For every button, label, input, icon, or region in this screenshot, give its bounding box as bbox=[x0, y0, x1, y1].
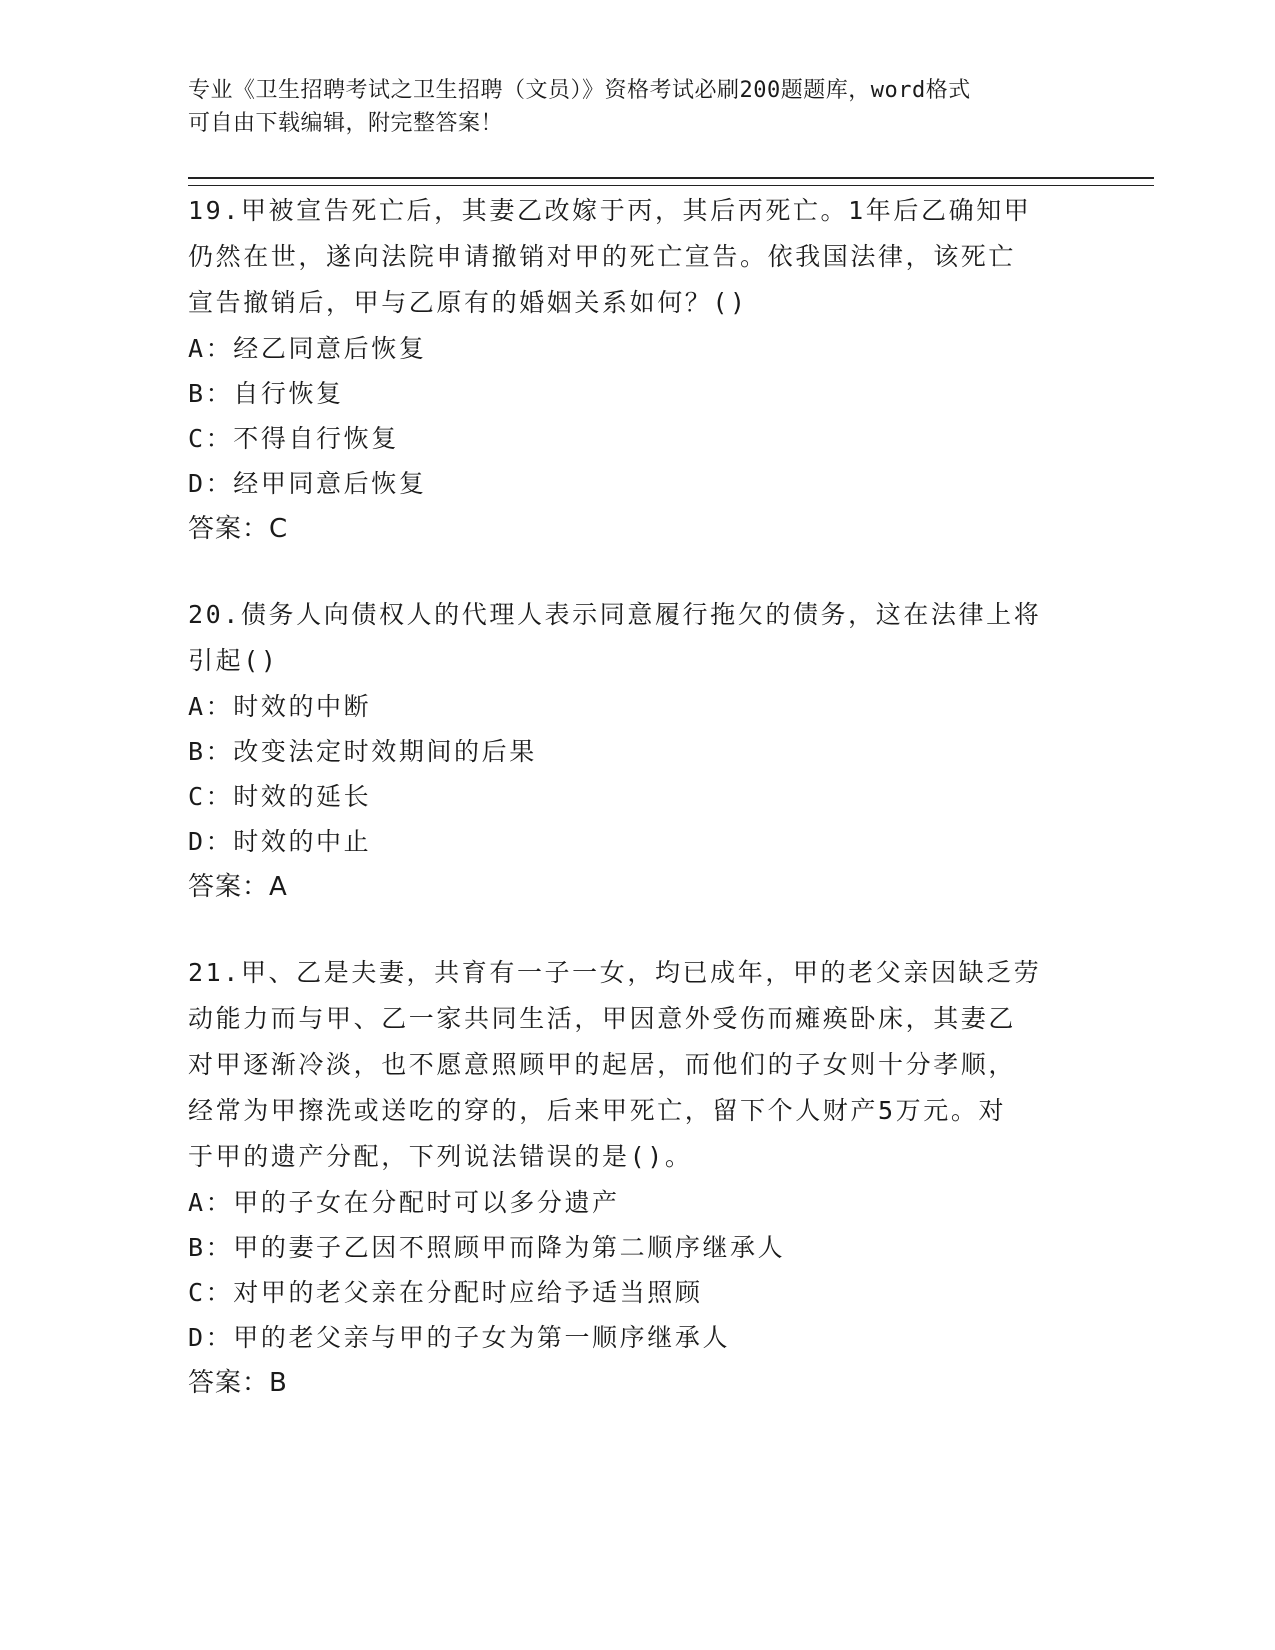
question-stem-line: 21.甲、乙是夫妻，共育有一子一女，均已成年，甲的老父亲因缺乏劳 bbox=[188, 958, 1042, 987]
question-stem-line: 于甲的遗产分配，下列说法错误的是()。 bbox=[188, 1142, 693, 1171]
option-d: D：经甲同意后恢复 bbox=[188, 469, 427, 498]
option-d: D：时效的中止 bbox=[188, 827, 372, 856]
header-line-1: 专业《卫生招聘考试之卫生招聘（文员）》资格考试必刷200题题库，word格式 bbox=[188, 78, 971, 103]
option-b: B：改变法定时效期间的后果 bbox=[188, 737, 537, 766]
question-20 bbox=[188, 592, 1088, 910]
option-a: A：甲的子女在分配时可以多分遗产 bbox=[188, 1188, 620, 1217]
option-c: C：时效的延长 bbox=[188, 782, 372, 811]
question-stem-line: 对甲逐渐冷淡，也不愿意照顾甲的起居，而他们的子女则十分孝顺， bbox=[188, 1050, 1017, 1079]
question-stem-line: 引起() bbox=[188, 646, 279, 675]
question-stem-line: 经常为甲擦洗或送吃的穿的，后来甲死亡，留下个人财产5万元。对 bbox=[188, 1096, 1007, 1125]
question-21 bbox=[188, 950, 1088, 1406]
question-list bbox=[188, 188, 1088, 1446]
option-b: B：甲的妻子乙因不照顾甲而降为第二顺序继承人 bbox=[188, 1233, 786, 1262]
question-19 bbox=[188, 188, 1088, 552]
option-b: B：自行恢复 bbox=[188, 379, 344, 408]
question-stem-line: 动能力而与甲、乙一家共同生活，甲因意外受伤而瘫痪卧床，其妻乙 bbox=[188, 1004, 1017, 1033]
question-stem-line: 仍然在世，遂向法院申请撤销对甲的死亡宣告。依我国法律，该死亡 bbox=[188, 242, 1017, 271]
answer-line: 答案：A bbox=[188, 872, 288, 902]
question-stem-line: 宣告撤销后，甲与乙原有的婚姻关系如何？() bbox=[188, 288, 748, 317]
option-d: D：甲的老父亲与甲的子女为第一顺序继承人 bbox=[188, 1323, 731, 1352]
option-c: C：不得自行恢复 bbox=[188, 424, 399, 453]
question-stem-line: 19.甲被宣告死亡后，其妻乙改嫁于丙，其后丙死亡。1年后乙确知甲 bbox=[188, 196, 1032, 225]
option-a: A：时效的中断 bbox=[188, 692, 372, 721]
option-c: C：对甲的老父亲在分配时应给予适当照顾 bbox=[188, 1278, 703, 1307]
header-divider bbox=[188, 177, 1154, 186]
question-stem-line: 20.债务人向债权人的代理人表示同意履行拖欠的债务，这在法律上将 bbox=[188, 600, 1042, 629]
option-a: A：经乙同意后恢复 bbox=[188, 334, 427, 363]
answer-line: 答案：B bbox=[188, 1368, 288, 1398]
document-header bbox=[188, 74, 1068, 140]
header-line-2: 可自由下载编辑，附完整答案！ bbox=[188, 111, 504, 136]
answer-line: 答案：C bbox=[188, 514, 289, 544]
